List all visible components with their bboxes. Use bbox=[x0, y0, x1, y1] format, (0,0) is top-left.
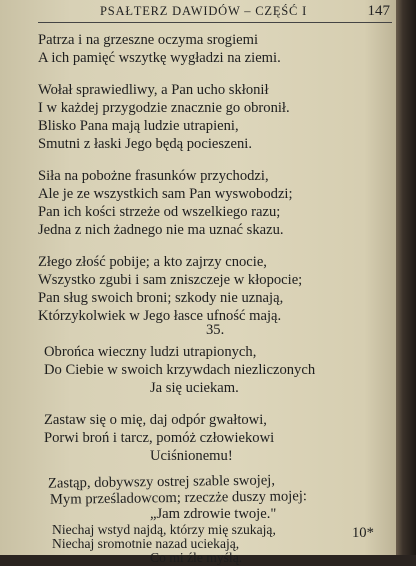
verse-line-short: Ja się uciekam. bbox=[150, 380, 239, 396]
verse-line: Wszystko zgubi i sam zniszczeje w kłopocie; bbox=[38, 272, 303, 288]
running-title: PSAŁTERZ DAWIDÓW – CZĘŚĆ I bbox=[100, 4, 308, 18]
verse-line: A ich pamięć wszytkę wygładzi na ziemi. bbox=[38, 50, 281, 66]
signature-mark: 10* bbox=[352, 525, 374, 541]
verse-line-short: Uciśnionemu! bbox=[150, 448, 233, 464]
header-rule bbox=[38, 22, 392, 23]
verse-line-short: Co mi źle myślą. bbox=[150, 550, 243, 565]
verse-line: Pan ich kości strzeże od wszelkiego razu; bbox=[38, 204, 281, 220]
verse-line: Blisko Pana mają ludzie utrapieni, bbox=[38, 118, 239, 134]
psalm-number: 35. bbox=[206, 322, 225, 338]
verse-line: Jedna z nich żadnego nie ma uznać skazu. bbox=[38, 222, 284, 238]
verse-line: Niechaj wstyd najdą, którzy mię szukają, bbox=[52, 522, 276, 537]
book-gutter-edge bbox=[396, 0, 416, 555]
verse-line: Ale je ze wszystkich sam Pan wyswobodzi; bbox=[38, 186, 293, 202]
verse-line: I w każdej przygodzie znacznie go obronił. bbox=[38, 100, 290, 116]
verse-line: Pan sług swoich broni; szkody nie uznają, bbox=[38, 290, 284, 306]
verse-line: Siła na pobożne frasunków przychodzi, bbox=[38, 168, 269, 184]
verse-line: Zastaw się o mię, daj odpór gwałtowi, bbox=[44, 412, 267, 428]
verse-line-short: „Jam zdrowie twoje." bbox=[150, 506, 277, 522]
verse-line: Mym prześladowcom; rzeczże duszy mojej: bbox=[49, 488, 308, 508]
verse-line: Obrońca wieczny ludzi utrapionych, bbox=[44, 344, 257, 360]
verse-line: Zastąp, dobywszy ostrej szable swojej, bbox=[47, 472, 276, 492]
page-number: 147 bbox=[367, 3, 390, 19]
verse-line: Niechaj sromotnie nazad uciekają, bbox=[52, 536, 240, 551]
verse-line: Patrza i na grzeszne oczyma srogiemi bbox=[38, 32, 259, 48]
verse-line: Porwi broń i tarcz, pomóż człowiekowi bbox=[44, 430, 275, 446]
verse-line: Złego złość pobije; a kto zajrzy cnocie, bbox=[38, 254, 267, 270]
verse-line: Wołał sprawiedliwy, a Pan ucho skłonił bbox=[38, 82, 269, 98]
running-header bbox=[100, 2, 390, 22]
verse-line: Do Ciebie w swoich krzywdach niezliczonych bbox=[44, 362, 316, 378]
verse-line: Którzykolwiek w Jego łasce ufność mają. bbox=[38, 308, 282, 324]
verse-line: Smutni z łaski Jego będą pocieszeni. bbox=[38, 136, 252, 152]
